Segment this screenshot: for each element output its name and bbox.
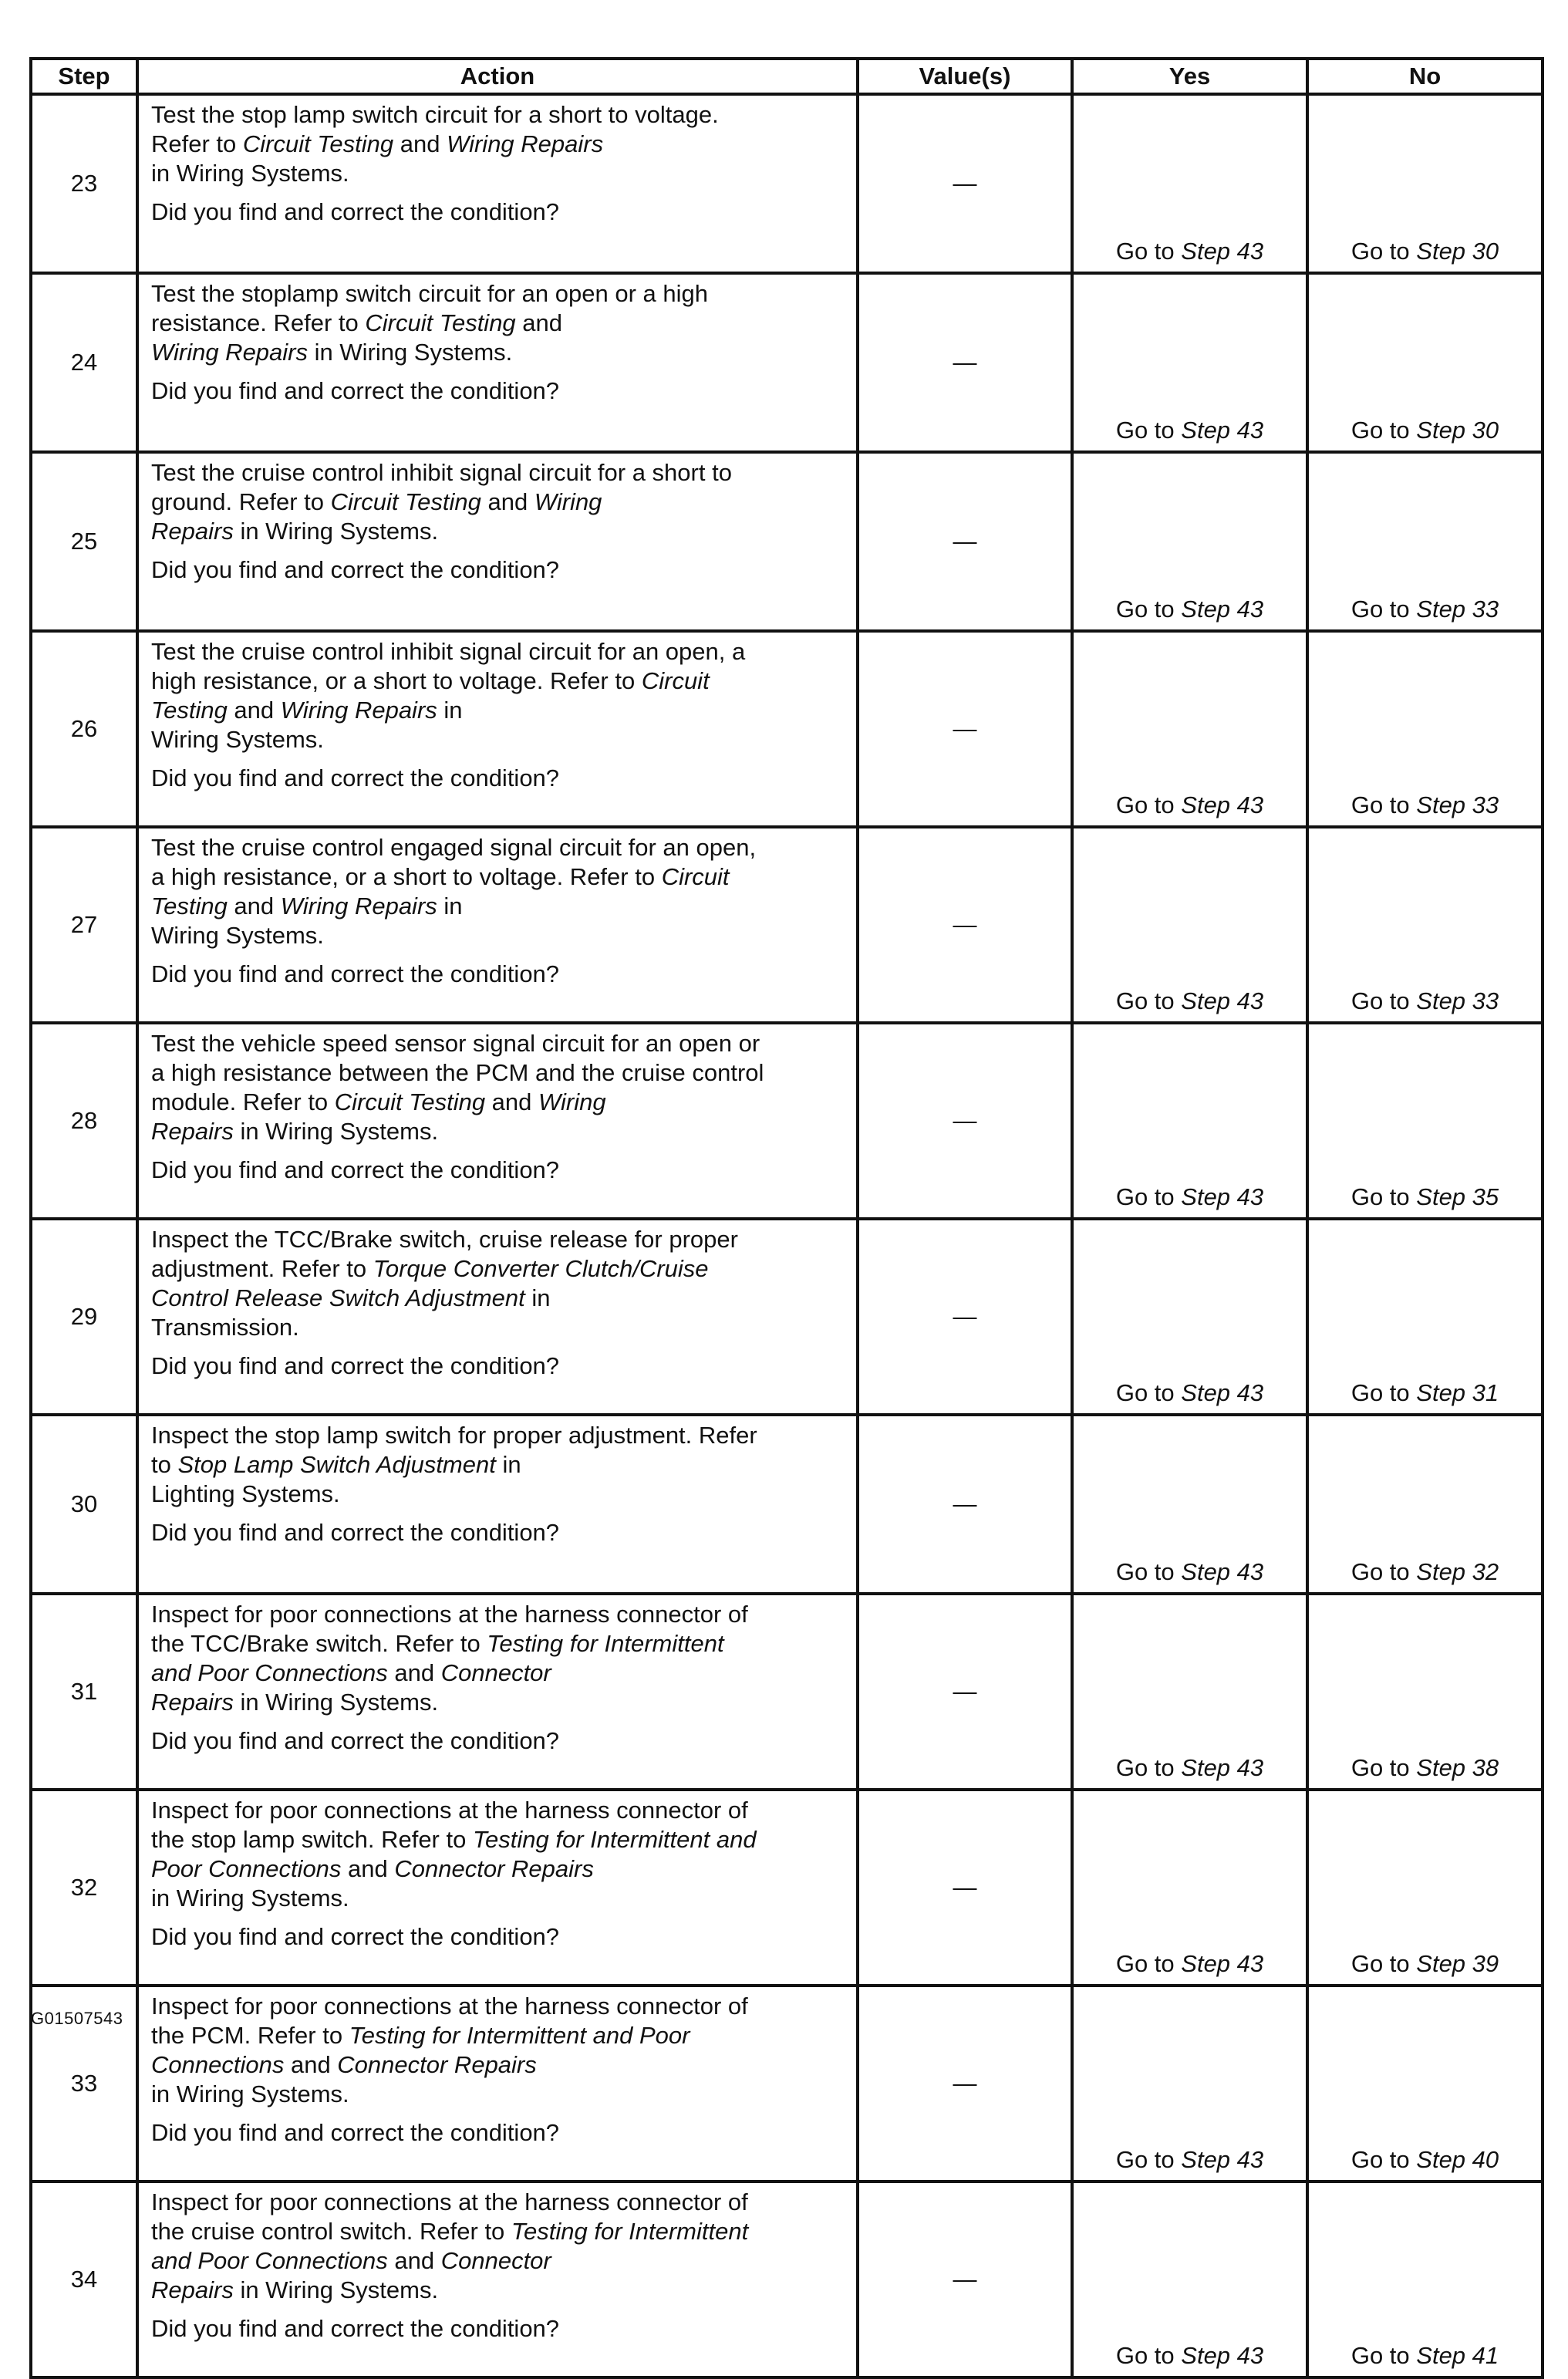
yes-cell bbox=[1072, 1219, 1307, 1415]
reference-title: Testing for Intermittent and Poor Connections bbox=[151, 1826, 757, 1882]
goto-prefix: Go to bbox=[1351, 417, 1417, 444]
value-cell: — bbox=[858, 452, 1072, 631]
table-row bbox=[31, 1023, 1543, 1219]
action-text-segment: Inspect for poor connections at the harness connector of the cruise control switch. Refer to bbox=[151, 2188, 748, 2245]
goto-prefix: Go to bbox=[1351, 1183, 1417, 1210]
action-text-segment: in Wiring Systems. bbox=[151, 697, 463, 753]
diagnostic-table bbox=[29, 57, 1544, 2379]
action-cell bbox=[137, 1790, 858, 1986]
yes-cell bbox=[1072, 631, 1307, 827]
step-number: 28 bbox=[31, 1023, 137, 1219]
reference-title: Connector Repairs bbox=[151, 1659, 551, 1716]
reference-title: Circuit Testing bbox=[330, 488, 481, 515]
action-text bbox=[151, 1992, 848, 2109]
goto-step-link: Step 35 bbox=[1416, 1183, 1499, 1210]
action-text-segment: Inspect for poor connections at the harness connector of the TCC/Brake switch. Refer to bbox=[151, 1601, 748, 1657]
header-step: Step bbox=[31, 59, 137, 94]
goto-prefix: Go to bbox=[1351, 1754, 1417, 1781]
goto-prefix: Go to bbox=[1115, 1754, 1182, 1781]
reference-title: Testing for Intermittent and Poor Connections bbox=[151, 2022, 690, 2078]
action-text-segment: in Wiring Systems. bbox=[151, 1885, 349, 1912]
step-number: 27 bbox=[31, 827, 137, 1023]
action-cell bbox=[137, 1986, 858, 2182]
no-cell bbox=[1307, 452, 1543, 631]
value-cell: — bbox=[858, 1986, 1072, 2182]
goto-step-link: Step 43 bbox=[1181, 1183, 1264, 1210]
header-no: No bbox=[1307, 59, 1543, 94]
action-text bbox=[151, 1225, 848, 1342]
value-cell: — bbox=[858, 273, 1072, 452]
goto-prefix: Go to bbox=[1351, 1379, 1417, 1406]
action-text-segment: Inspect for poor connections at the harness connector of the PCM. Refer to bbox=[151, 1993, 748, 2049]
reference-title: Wiring Repairs bbox=[280, 893, 437, 920]
action-text-segment: in Wiring Systems. bbox=[233, 518, 439, 545]
value-cell: — bbox=[858, 2182, 1072, 2377]
action-text-segment: Test the cruise control inhibit signal circuit for a short to ground. Refer to bbox=[151, 459, 732, 515]
goto-prefix: Go to bbox=[1351, 2146, 1417, 2173]
action-text bbox=[151, 2188, 848, 2305]
goto-prefix: Go to bbox=[1115, 791, 1182, 818]
yes-cell bbox=[1072, 1023, 1307, 1219]
action-text bbox=[151, 1796, 848, 1913]
goto-step-link: Step 43 bbox=[1181, 2342, 1264, 2369]
figure-id: G01507543 bbox=[31, 2009, 123, 2028]
step-number: 34 bbox=[31, 2182, 137, 2377]
value-cell: — bbox=[858, 827, 1072, 1023]
action-text-segment: and bbox=[387, 2247, 441, 2274]
goto-step-link: Step 43 bbox=[1181, 1754, 1264, 1781]
no-cell bbox=[1307, 1023, 1543, 1219]
goto-step-link: Step 38 bbox=[1416, 1754, 1499, 1781]
goto-step-link: Step 31 bbox=[1416, 1379, 1499, 1406]
value-cell: — bbox=[858, 1023, 1072, 1219]
no-cell bbox=[1307, 1790, 1543, 1986]
goto-step-link: Step 39 bbox=[1416, 1950, 1499, 1977]
action-question: Did you find and correct the condition? bbox=[151, 1727, 560, 1754]
action-text-segment: and bbox=[227, 893, 281, 920]
step-number: 25 bbox=[31, 452, 137, 631]
action-question: Did you find and correct the condition? bbox=[151, 2315, 560, 2342]
table-row bbox=[31, 452, 1543, 631]
no-cell bbox=[1307, 273, 1543, 452]
reference-title: Torque Converter Clutch/Cruise Control Release Switch Adjustment bbox=[151, 1255, 709, 1311]
goto-prefix: Go to bbox=[1115, 2342, 1182, 2369]
goto-prefix: Go to bbox=[1351, 1558, 1417, 1585]
reference-title: Connector Repairs bbox=[394, 1855, 594, 1882]
goto-prefix: Go to bbox=[1115, 2146, 1182, 2173]
no-cell bbox=[1307, 1219, 1543, 1415]
goto-prefix: Go to bbox=[1115, 596, 1182, 623]
reference-title: Stop Lamp Switch Adjustment bbox=[177, 1451, 496, 1478]
goto-step-link: Step 43 bbox=[1181, 2146, 1264, 2173]
goto-prefix: Go to bbox=[1115, 1379, 1182, 1406]
action-text-segment: Test the stop lamp switch circuit for a short to voltage. Refer to bbox=[151, 101, 719, 157]
action-question: Did you find and correct the condition? bbox=[151, 1156, 560, 1183]
table-row bbox=[31, 1594, 1543, 1790]
reference-title: Wiring Repairs bbox=[151, 339, 308, 366]
table-row bbox=[31, 94, 1543, 273]
goto-step-link: Step 30 bbox=[1416, 238, 1499, 265]
reference-title: Wiring Repairs bbox=[447, 130, 604, 157]
action-text-segment: in Wiring Systems. bbox=[233, 1118, 439, 1145]
action-question: Did you find and correct the condition? bbox=[151, 198, 560, 225]
step-number: 30 bbox=[31, 1415, 137, 1594]
goto-prefix: Go to bbox=[1351, 791, 1417, 818]
goto-prefix: Go to bbox=[1115, 987, 1182, 1014]
reference-title: Testing for Intermittent and Poor Connections bbox=[151, 2218, 749, 2274]
action-cell bbox=[137, 452, 858, 631]
goto-step-link: Step 33 bbox=[1416, 791, 1499, 818]
value-cell: — bbox=[858, 1790, 1072, 1986]
no-cell bbox=[1307, 1986, 1543, 2182]
action-text-segment: Test the stoplamp switch circuit for an open or a high resistance. Refer to bbox=[151, 280, 708, 336]
action-text-segment: and bbox=[341, 1855, 395, 1882]
action-question: Did you find and correct the condition? bbox=[151, 377, 560, 404]
value-cell: — bbox=[858, 631, 1072, 827]
action-text-segment: in Wiring Systems. bbox=[233, 1689, 439, 1716]
goto-prefix: Go to bbox=[1115, 238, 1182, 265]
step-number: 24 bbox=[31, 273, 137, 452]
reference-title: Circuit Testing bbox=[365, 309, 516, 336]
goto-step-link: Step 43 bbox=[1181, 1558, 1264, 1585]
goto-step-link: Step 43 bbox=[1181, 1379, 1264, 1406]
action-text-segment: and bbox=[522, 309, 563, 336]
action-text-segment: in Wiring Systems. bbox=[151, 893, 463, 949]
yes-cell bbox=[1072, 452, 1307, 631]
goto-prefix: Go to bbox=[1351, 1950, 1417, 1977]
table-row bbox=[31, 827, 1543, 1023]
yes-cell bbox=[1072, 94, 1307, 273]
value-cell: — bbox=[858, 1415, 1072, 1594]
yes-cell bbox=[1072, 827, 1307, 1023]
goto-prefix: Go to bbox=[1351, 2342, 1417, 2369]
action-cell bbox=[137, 631, 858, 827]
action-text-segment: in Wiring Systems. bbox=[308, 339, 513, 366]
action-text-segment: and bbox=[481, 488, 534, 515]
goto-step-link: Step 40 bbox=[1416, 2146, 1499, 2173]
step-number: 31 bbox=[31, 1594, 137, 1790]
action-text-segment: Inspect the TCC/Brake switch, cruise release for proper adjustment. Refer to bbox=[151, 1226, 738, 1282]
goto-step-link: Step 30 bbox=[1416, 417, 1499, 444]
action-cell bbox=[137, 1219, 858, 1415]
goto-prefix: Go to bbox=[1351, 238, 1417, 265]
action-cell bbox=[137, 273, 858, 452]
table-row bbox=[31, 1415, 1543, 1594]
reference-title: Circuit Testing bbox=[242, 130, 394, 157]
action-question: Did you find and correct the condition? bbox=[151, 764, 560, 791]
action-question: Did you find and correct the condition? bbox=[151, 1923, 560, 1950]
reference-title: Connector Repairs bbox=[151, 2247, 551, 2303]
action-text bbox=[151, 1421, 848, 1509]
no-cell bbox=[1307, 631, 1543, 827]
header-yes: Yes bbox=[1072, 59, 1307, 94]
action-text-segment: Test the cruise control engaged signal circuit for an open, a high resistance, or a short to voltage. Refer to bbox=[151, 834, 757, 890]
goto-step-link: Step 43 bbox=[1181, 1950, 1264, 1977]
reference-title: Wiring Repairs bbox=[151, 488, 602, 545]
reference-title: Circuit Testing bbox=[151, 863, 730, 920]
action-text-segment: Inspect the stop lamp switch for proper adjustment. Refer to bbox=[151, 1422, 757, 1478]
yes-cell bbox=[1072, 2182, 1307, 2377]
reference-title: Wiring Repairs bbox=[280, 697, 437, 724]
no-cell bbox=[1307, 94, 1543, 273]
action-cell bbox=[137, 1594, 858, 1790]
step-number: 33 bbox=[31, 1986, 137, 2182]
header-action: Action bbox=[137, 59, 858, 94]
goto-step-link: Step 43 bbox=[1181, 791, 1264, 818]
reference-title: Circuit Testing bbox=[151, 667, 710, 724]
goto-step-link: Step 43 bbox=[1181, 238, 1264, 265]
no-cell bbox=[1307, 2182, 1543, 2377]
action-text bbox=[151, 1600, 848, 1717]
action-cell bbox=[137, 1023, 858, 1219]
action-text bbox=[151, 637, 848, 754]
yes-cell bbox=[1072, 1790, 1307, 1986]
action-question: Did you find and correct the condition? bbox=[151, 556, 560, 583]
action-cell bbox=[137, 2182, 858, 2377]
action-cell bbox=[137, 1415, 858, 1594]
goto-step-link: Step 32 bbox=[1416, 1558, 1499, 1585]
reference-title: Circuit Testing bbox=[334, 1088, 486, 1115]
yes-cell bbox=[1072, 1986, 1307, 2182]
reference-title: Wiring Repairs bbox=[151, 1088, 606, 1145]
action-text-segment: Inspect for poor connections at the harness connector of the stop lamp switch. Refer to bbox=[151, 1797, 748, 1853]
action-text bbox=[151, 1029, 848, 1146]
header-row bbox=[31, 59, 1543, 94]
action-text-segment: and bbox=[284, 2051, 338, 2078]
action-cell bbox=[137, 94, 858, 273]
table-row bbox=[31, 1219, 1543, 1415]
action-text-segment: and bbox=[387, 1659, 441, 1686]
goto-prefix: Go to bbox=[1115, 1950, 1182, 1977]
step-number: 23 bbox=[31, 94, 137, 273]
action-text bbox=[151, 458, 848, 546]
goto-step-link: Step 43 bbox=[1181, 596, 1264, 623]
action-text-segment: Test the vehicle speed sensor signal circuit for an open or a high resistance between the PCM and the cruise control module. Refer to bbox=[151, 1030, 764, 1115]
table-row bbox=[31, 273, 1543, 452]
goto-prefix: Go to bbox=[1351, 596, 1417, 623]
action-question: Did you find and correct the condition? bbox=[151, 2119, 560, 2146]
action-text-segment: Test the cruise control inhibit signal circuit for an open, a high resistance, or a short to voltage. Refer to bbox=[151, 638, 746, 694]
goto-step-link: Step 41 bbox=[1416, 2342, 1499, 2369]
action-text-segment: in Transmission. bbox=[151, 1284, 551, 1341]
action-text bbox=[151, 279, 848, 367]
table-body bbox=[31, 94, 1543, 2377]
value-cell: — bbox=[858, 1219, 1072, 1415]
yes-cell bbox=[1072, 1415, 1307, 1594]
table-row bbox=[31, 631, 1543, 827]
table-row bbox=[31, 1986, 1543, 2182]
goto-step-link: Step 33 bbox=[1416, 987, 1499, 1014]
goto-prefix: Go to bbox=[1115, 417, 1182, 444]
goto-prefix: Go to bbox=[1351, 987, 1417, 1014]
action-text-segment: and bbox=[393, 130, 447, 157]
value-cell: — bbox=[858, 1594, 1072, 1790]
action-text-segment: in Lighting Systems. bbox=[151, 1451, 521, 1507]
goto-step-link: Step 43 bbox=[1181, 417, 1264, 444]
goto-prefix: Go to bbox=[1115, 1558, 1182, 1585]
step-number: 26 bbox=[31, 631, 137, 827]
yes-cell bbox=[1072, 273, 1307, 452]
action-text-segment: and bbox=[485, 1088, 539, 1115]
action-text-segment: and bbox=[227, 697, 281, 724]
step-number: 29 bbox=[31, 1219, 137, 1415]
header-values: Value(s) bbox=[858, 59, 1072, 94]
action-cell bbox=[137, 827, 858, 1023]
reference-title: Connector Repairs bbox=[337, 2051, 537, 2078]
step-number: 32 bbox=[31, 1790, 137, 1986]
no-cell bbox=[1307, 1594, 1543, 1790]
action-question: Did you find and correct the condition? bbox=[151, 1519, 560, 1546]
no-cell bbox=[1307, 827, 1543, 1023]
goto-prefix: Go to bbox=[1115, 1183, 1182, 1210]
table-row bbox=[31, 2182, 1543, 2377]
value-cell: — bbox=[858, 94, 1072, 273]
table-row bbox=[31, 1790, 1543, 1986]
action-text-segment: in Wiring Systems. bbox=[151, 2080, 349, 2107]
action-question: Did you find and correct the condition? bbox=[151, 1352, 560, 1379]
action-text bbox=[151, 100, 848, 188]
action-text-segment: in Wiring Systems. bbox=[151, 160, 349, 187]
no-cell bbox=[1307, 1415, 1543, 1594]
reference-title: Testing for Intermittent and Poor Connections bbox=[151, 1630, 724, 1686]
goto-step-link: Step 43 bbox=[1181, 987, 1264, 1014]
goto-step-link: Step 33 bbox=[1416, 596, 1499, 623]
action-text bbox=[151, 833, 848, 950]
yes-cell bbox=[1072, 1594, 1307, 1790]
action-text-segment: in Wiring Systems. bbox=[233, 2276, 439, 2303]
action-question: Did you find and correct the condition? bbox=[151, 960, 560, 987]
